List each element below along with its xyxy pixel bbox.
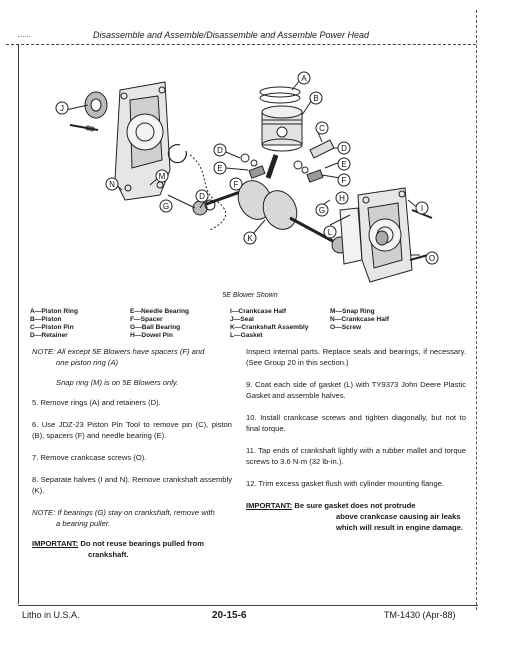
page-header: Disassemble and Assemble/Disassemble and Assemble Power Head: [93, 30, 369, 40]
legend-item: E—Needle Bearing: [130, 308, 189, 315]
svg-text:F: F: [233, 180, 239, 189]
legend-item: K—Crankshaft Assembly: [230, 324, 309, 331]
callout-D: [214, 144, 226, 156]
legend-item: G—Ball Bearing: [130, 324, 181, 331]
callout-O: [426, 252, 438, 264]
svg-text:C: C: [319, 124, 325, 133]
important-label: IMPORTANT:: [32, 539, 79, 548]
important-line: crankshaft.: [88, 550, 129, 559]
exploded-view-diagram: [40, 60, 440, 285]
callout-J: [56, 102, 68, 114]
right-margin-rule: [476, 10, 477, 610]
note-spacers: [32, 346, 232, 368]
important-line: [32, 538, 232, 549]
svg-text:H: H: [339, 194, 345, 203]
svg-text:D: D: [199, 192, 205, 201]
callout-E: [338, 158, 350, 170]
svg-text:A: A: [301, 74, 307, 83]
inspect-paragraph: Inspect internal parts. Replace seals and bearings, if necessary. (See Group 20 in this section.): [246, 347, 466, 367]
legend-item: F—Spacer: [130, 316, 163, 323]
header-rule: [6, 44, 476, 45]
note-line: NOTE: If bearings (G) stay on crankshaft, remove with: [32, 508, 215, 517]
important-line: [246, 500, 466, 511]
footer-litho: Litho in U.S.A.: [22, 610, 80, 620]
callout-I: [416, 202, 428, 214]
svg-text:G: G: [318, 206, 326, 215]
note-line: NOTE: All except 5E Blowers have spacers (F) and: [32, 347, 205, 356]
svg-text:F: F: [341, 176, 347, 185]
note-line: one piston ring (A): [56, 358, 119, 367]
note-snap-ring: [32, 377, 232, 388]
legend-column: [330, 308, 389, 332]
footer-page-number: 20-15-6: [212, 610, 247, 621]
important-bearings: [32, 538, 232, 560]
svg-text:K: K: [247, 234, 253, 243]
callout-N: [106, 178, 118, 190]
important-line: which will result in engine damage.: [336, 523, 464, 532]
svg-text:N: N: [109, 180, 115, 189]
legend-item: A—Piston Ring: [30, 308, 78, 315]
legend-item: L—Gasket: [230, 332, 263, 339]
legend-item: J—Seal: [230, 316, 254, 323]
important-gasket: [246, 500, 466, 533]
callout-B: [310, 92, 322, 104]
important-line: above crankcase causing air leaks: [336, 512, 461, 521]
svg-text:M: M: [158, 172, 166, 181]
left-margin-rule: [18, 44, 19, 604]
legend-item: M—Snap Ring: [330, 308, 375, 315]
step-6: 6. Use JDZ-23 Piston Pin Tool to remove pin (C), piston (B), spacers (F) and needle bearing (E).: [32, 420, 232, 440]
callout-G: [160, 200, 172, 212]
legend-item: D—Retainer: [30, 332, 68, 339]
legend-item: I—Crankcase Half: [230, 308, 287, 315]
legend-column: [130, 308, 189, 340]
legend-item: B—Piston: [30, 316, 62, 323]
note-line: Snap ring (M) is on 5E Blowers only.: [56, 378, 179, 387]
callout-H: [336, 192, 348, 204]
step-5: 5. Remove rings (A) and retainers (D).: [32, 398, 161, 407]
svg-text:I: I: [420, 204, 424, 213]
note-line: a bearing puller.: [56, 519, 111, 528]
callout-F: [338, 174, 350, 186]
legend-column: [30, 308, 78, 340]
legend-item: C—Piston Pin: [30, 324, 74, 331]
callout-D: [338, 142, 350, 154]
callout-A: [298, 72, 310, 84]
svg-text:O: O: [428, 254, 436, 263]
callout-C: [316, 122, 328, 134]
important-text: Be sure gasket does not protrude: [292, 501, 416, 510]
svg-text:G: G: [162, 202, 170, 211]
step-12: 12. Trim excess gasket flush with cylinder mounting flange.: [246, 479, 444, 488]
right-column-text: [246, 346, 466, 543]
step-10: 10. Install crankcase screws and tighten diagonally, but not to final torque.: [246, 413, 466, 433]
note-bearings: [32, 507, 232, 529]
callout-K: [244, 232, 256, 244]
svg-text:B: B: [313, 94, 319, 103]
footer-manual-id: TM-1430 (Apr-88): [384, 610, 456, 620]
svg-text:E: E: [217, 164, 223, 173]
step-7: 7. Remove crankcase screws (O).: [32, 453, 147, 462]
left-column-text: [32, 346, 232, 570]
callout-L: [324, 226, 336, 238]
important-label: IMPORTANT:: [246, 501, 293, 510]
piston: [262, 106, 302, 151]
step-8: 8. Separate halves (I and N). Remove crankshaft assembly (K).: [32, 475, 232, 495]
important-text: Do not reuse bearings pulled from: [78, 539, 205, 548]
callout-F: [230, 178, 242, 190]
callout-G: [316, 204, 328, 216]
legend-item: N—Crankcase Half: [330, 316, 390, 323]
legend-column: [230, 308, 309, 340]
figure-caption: 5E Blower Shown: [222, 292, 278, 299]
legend-item: O—Screw: [330, 324, 362, 331]
svg-text:E: E: [341, 160, 347, 169]
legend-item: H—Dowel Pin: [130, 332, 173, 339]
svg-text:J: J: [60, 104, 64, 113]
svg-text:D: D: [217, 146, 223, 155]
svg-text:D: D: [341, 144, 347, 153]
footer-rule: [18, 605, 478, 606]
step-11: 11. Tap ends of crankshaft lightly with a rubber mallet and torque screws to 3.6 N·m (32 lb-in.).: [246, 446, 466, 466]
step-9: 9. Coat each side of gasket (L) with TY9373 John Deere Plastic Gasket and assemble halves.: [246, 380, 466, 400]
svg-text:L: L: [327, 228, 333, 237]
seal-left: [85, 92, 107, 118]
callout-D: [196, 190, 208, 202]
callout-E: [214, 162, 226, 174]
callout-M: [156, 170, 168, 182]
